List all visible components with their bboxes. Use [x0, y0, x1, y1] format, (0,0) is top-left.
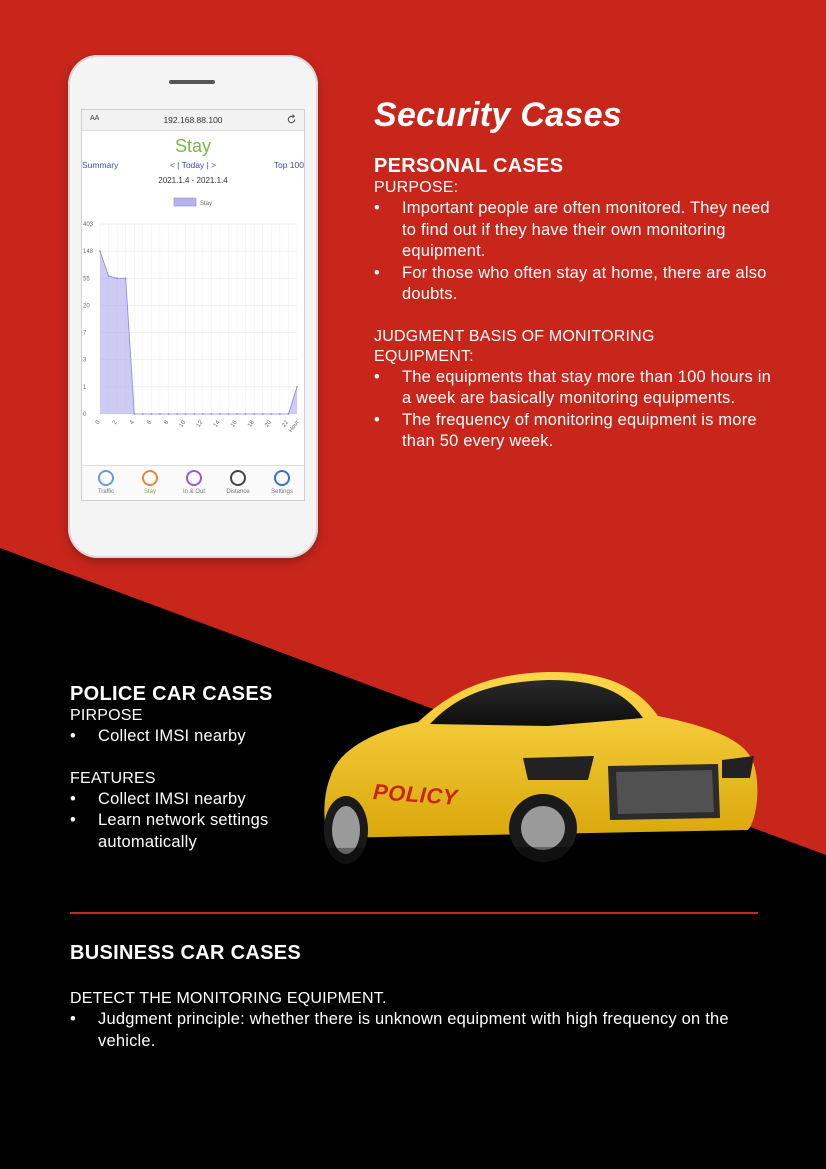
business-car-heading: BUSINESS CAR CASES — [70, 942, 301, 964]
list-item-text: The frequency of monitoring equipment is more than 50 every week. — [402, 410, 757, 450]
list-item — [70, 1009, 750, 1052]
purpose-label: PURPOSE: — [374, 179, 459, 196]
data-point — [270, 413, 272, 415]
top100-link[interactable]: Top 100 — [273, 160, 304, 170]
bullet-icon: • — [374, 263, 380, 282]
list-item-text: For those who often stay at home, there are also doubts. — [402, 263, 767, 303]
x-tick-label: 10 — [178, 419, 188, 429]
list-item-text: Collect IMSI nearby — [98, 727, 246, 745]
list-item-text: Collect IMSI nearby — [98, 789, 246, 808]
data-point — [176, 413, 178, 415]
police-purpose-label: PIRPOSE — [70, 707, 143, 724]
phone-mockup — [68, 55, 318, 558]
data-point — [193, 413, 195, 415]
bullet-icon: • — [70, 1010, 76, 1028]
data-point — [99, 250, 101, 252]
data-point — [108, 275, 110, 277]
judgment-list — [374, 367, 774, 453]
y-tick-label: 3 — [83, 357, 87, 364]
tab-label: Stay — [143, 489, 156, 495]
data-point — [253, 413, 255, 415]
url-text: 192.168.88.100 — [163, 115, 223, 125]
tab-stay[interactable] — [130, 470, 170, 495]
stay-chart — [82, 196, 304, 434]
list-item-text: Learn network settings automatically — [98, 811, 269, 851]
data-point — [125, 277, 127, 279]
police-car-section — [70, 683, 320, 853]
data-point — [168, 413, 170, 415]
x-tick-label: 14 — [212, 419, 222, 429]
bottom-tab-bar — [82, 465, 304, 500]
data-point — [262, 413, 264, 415]
x-tick-label: 22 — [281, 419, 291, 429]
date-range: 2021.1.4 - 2021.1.4 — [158, 176, 228, 185]
business-car-section — [70, 942, 750, 1052]
x-tick-label: 2 — [111, 419, 119, 426]
data-point — [159, 413, 161, 415]
tab-settings[interactable] — [262, 470, 302, 495]
data-point — [219, 413, 221, 415]
data-point — [150, 413, 152, 415]
judgment-label-line1: JUDGMENT BASIS OF MONITORING — [374, 327, 655, 345]
bullet-icon: • — [70, 789, 76, 808]
data-point — [185, 413, 187, 415]
car-decal-text: POLICY — [372, 779, 459, 810]
data-point — [142, 413, 144, 415]
phone-screen — [81, 109, 305, 501]
list-item-text: Important people are often monitored. They need to find out if they have their own monitoring equipment. — [402, 199, 770, 260]
data-point — [245, 413, 247, 415]
data-point — [296, 386, 298, 388]
features-list — [70, 789, 320, 854]
list-item — [374, 367, 774, 410]
x-tick-label: 18 — [247, 419, 256, 429]
data-point — [228, 413, 230, 415]
list-item — [374, 263, 774, 306]
y-tick-label: 0 — [83, 412, 87, 418]
list-item-text: The equipments that stay more than 100 hours in a week are basically monitoring equipments. — [402, 367, 771, 407]
data-point — [288, 413, 290, 415]
data-point — [133, 413, 135, 415]
y-tick-label: 403 — [83, 222, 94, 228]
page-title: Security Cases — [374, 96, 623, 134]
y-tick-label: 55 — [83, 276, 90, 283]
y-tick-label: 7 — [83, 330, 87, 337]
location-pin-icon — [230, 470, 246, 486]
x-tick-label: 4 — [129, 419, 136, 426]
browser-url-bar[interactable] — [82, 110, 304, 131]
personal-cases-heading: PERSONAL CASES — [374, 155, 564, 177]
x-tick-label: 0 — [94, 419, 102, 426]
tab-in-out[interactable] — [174, 470, 214, 495]
in-out-icon — [186, 470, 202, 486]
bullet-icon: • — [374, 410, 380, 429]
detect-label: DETECT THE MONITORING EQUIPMENT. — [70, 990, 387, 1007]
business-list — [70, 1009, 750, 1052]
x-tick-label: 8 — [163, 419, 171, 426]
summary-link[interactable]: Summary — [82, 160, 119, 170]
list-item — [374, 198, 774, 263]
data-point — [210, 413, 212, 415]
y-tick-label: 1 — [83, 384, 87, 391]
list-item — [70, 789, 320, 811]
purpose-list — [374, 198, 774, 306]
bullet-icon: • — [70, 727, 76, 745]
gear-icon — [274, 470, 290, 486]
list-item — [374, 410, 774, 453]
x-tick-label: 20 — [264, 419, 273, 429]
tab-traffic[interactable] — [86, 470, 126, 495]
bullet-icon: • — [374, 199, 380, 217]
list-item — [70, 726, 320, 748]
x-tick-label: 6 — [146, 419, 154, 426]
judgment-label-line2: EQUIPMENT: — [374, 347, 474, 365]
legend-label: Stay — [200, 201, 213, 207]
screen-title: Stay — [174, 136, 212, 156]
reload-icon[interactable] — [286, 114, 297, 125]
list-item-text: Judgment principle: whether there is unknown equipment with high frequency on the vehicle. — [98, 1010, 729, 1050]
tab-label: Distance — [226, 489, 250, 495]
x-tick-label: 12 — [195, 419, 205, 429]
data-point — [202, 413, 204, 415]
list-item — [70, 810, 320, 853]
data-point — [279, 413, 281, 415]
tab-label: Settings — [271, 489, 293, 495]
tab-distance[interactable] — [218, 470, 258, 495]
data-point — [116, 277, 118, 279]
personal-cases-section — [374, 155, 774, 453]
today-navigator[interactable]: < | Today | > — [169, 160, 217, 170]
y-tick-label: 148 — [83, 249, 94, 256]
bullet-icon: • — [374, 367, 380, 386]
traffic-icon — [98, 470, 114, 486]
stay-icon — [142, 470, 158, 486]
tab-label: Traffic — [97, 489, 115, 495]
police-car-heading: POLICE CAR CASES — [70, 683, 273, 705]
police-purpose-list — [70, 726, 320, 748]
data-point — [236, 413, 238, 415]
tab-label: In & Out — [182, 489, 205, 495]
phone-speaker — [169, 80, 215, 84]
text-size-button[interactable]: AA — [90, 115, 100, 122]
section-divider — [70, 912, 758, 914]
yellow-car-image — [318, 668, 766, 878]
bullet-icon: • — [70, 811, 76, 829]
features-label: FEATURES — [70, 769, 156, 787]
y-tick-label: 20 — [83, 303, 90, 310]
x-tick-label: Hour — [288, 419, 301, 434]
legend-swatch — [174, 198, 196, 206]
x-tick-label: 16 — [229, 419, 239, 429]
